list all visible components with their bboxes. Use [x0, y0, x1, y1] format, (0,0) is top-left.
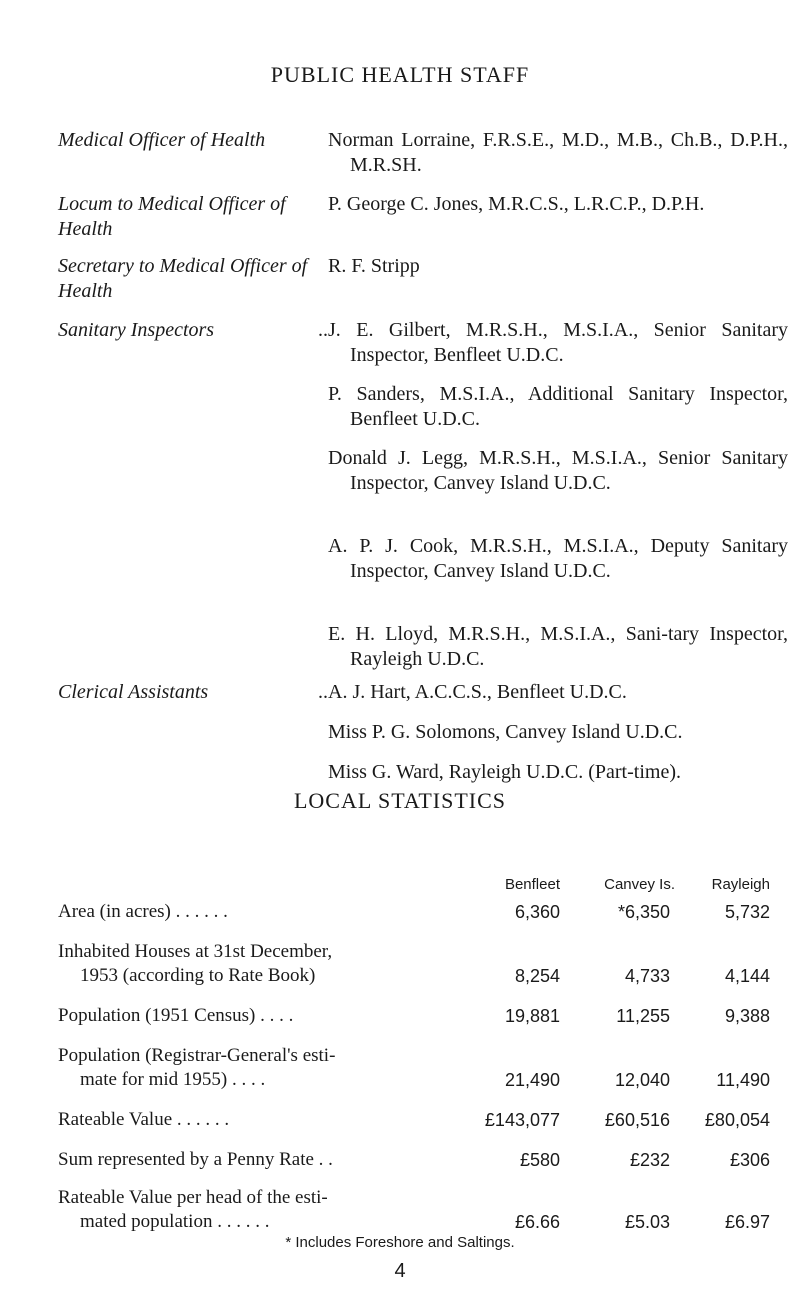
cell-benfleet: 6,360: [514, 902, 560, 922]
cell-rayleigh: 4,144: [724, 966, 770, 986]
role-label: Medical Officer of Health: [58, 129, 266, 151]
staff-heading: PUBLIC HEALTH STAFF: [270, 62, 530, 87]
role-label: [58, 680, 328, 705]
staff-name: Donald J. Legg, M.R.S.H., M.S.I.A., Senior Sanitary Inspector, Canvey Island U.D.C.: [328, 447, 788, 494]
cell-benfleet: £6.66: [514, 1212, 560, 1232]
cell-rayleigh: 5,732: [724, 902, 770, 922]
row-label-line: 1953 (according to Rate Book): [80, 965, 316, 986]
column-header-rayleigh: Rayleigh: [711, 876, 770, 893]
cell-canvey: £5.03: [624, 1212, 670, 1232]
page-number: 4: [394, 1260, 406, 1282]
role-label-text: Clerical Assistants: [58, 681, 209, 703]
cell-canvey: *6,350: [617, 902, 670, 922]
footnote: * Includes Foreshore and Saltings.: [285, 1234, 515, 1251]
cell-benfleet: 21,490: [504, 1070, 560, 1090]
statistics-heading: LOCAL STATISTICS: [293, 788, 507, 813]
cell-rayleigh: £6.97: [724, 1212, 770, 1232]
staff-name: A. J. Hart, A.C.C.S., Benfleet U.D.C.: [328, 681, 627, 703]
row-label-line: Population (Registrar-General's esti-: [58, 1045, 336, 1066]
cell-benfleet: £580: [519, 1150, 560, 1170]
row-label: [58, 1186, 438, 1234]
staff-name: Norman Lorraine, F.R.S.E., M.D., M.B., Ch.B., D.P.H., M.R.SH.: [328, 129, 788, 176]
staff-name: J. E. Gilbert, M.R.S.H., M.S.I.A., Senior Sanitary Inspector, Benfleet U.D.C.: [328, 319, 788, 366]
staff-name: A. P. J. Cook, M.R.S.H., M.S.I.A., Deputy Sanitary Inspector, Canvey Island U.D.C.: [328, 535, 788, 582]
column-header-canvey: Canvey Is.: [604, 876, 675, 893]
role-label: Secretary to Medical Officer of Health: [58, 255, 308, 302]
staff-name: R. F. Stripp: [328, 255, 420, 277]
cell-canvey: £60,516: [604, 1110, 670, 1130]
staff-name: P. Sanders, M.S.I.A., Additional Sanitary Inspector, Benfleet U.D.C.: [328, 383, 788, 430]
cell-canvey: 4,733: [624, 966, 670, 986]
cell-benfleet: £143,077: [484, 1110, 560, 1130]
staff-name: Miss G. Ward, Rayleigh U.D.C. (Part-time).: [328, 761, 681, 783]
row-label-line: Rateable Value per head of the esti-: [58, 1187, 328, 1208]
row-label-line: mated population . . . . . .: [80, 1211, 270, 1232]
cell-benfleet: 19,881: [504, 1006, 560, 1026]
role-label-text: Sanitary Inspectors: [58, 319, 215, 341]
cell-canvey: £232: [629, 1150, 670, 1170]
role-label: Locum to Medical Officer of Health: [58, 193, 286, 240]
cell-rayleigh: 11,490: [716, 1070, 770, 1090]
row-label: Area (in acres) . . . . . .: [58, 901, 228, 922]
row-label: [58, 1044, 438, 1092]
leader-dots: ..: [318, 681, 328, 703]
cell-rayleigh: 9,388: [724, 1006, 770, 1026]
cell-rayleigh: £306: [729, 1150, 770, 1170]
cell-rayleigh: £80,054: [704, 1110, 770, 1130]
row-label-line: mate for mid 1955) . . . .: [80, 1069, 266, 1090]
staff-name: P. George C. Jones, M.R.C.S., L.R.C.P., D.P.H.: [328, 193, 705, 215]
role-label: [58, 318, 328, 343]
row-label: Population (1951 Census) . . . .: [58, 1005, 294, 1026]
row-label-line: Inhabited Houses at 31st December,: [58, 941, 333, 962]
row-label: [58, 940, 438, 988]
staff-name: E. H. Lloyd, M.R.S.H., M.S.I.A., Sani-tary Inspector, Rayleigh U.D.C.: [328, 623, 788, 670]
row-label: Rateable Value . . . . . .: [58, 1109, 230, 1130]
column-header-benfleet: Benfleet: [504, 876, 560, 893]
cell-benfleet: 8,254: [514, 966, 560, 986]
staff-name: Miss P. G. Solomons, Canvey Island U.D.C.: [328, 721, 683, 743]
cell-canvey: 11,255: [616, 1006, 670, 1026]
row-label: Sum represented by a Penny Rate . .: [58, 1149, 333, 1170]
leader-dots: ..: [318, 319, 328, 341]
cell-canvey: 12,040: [614, 1070, 670, 1090]
